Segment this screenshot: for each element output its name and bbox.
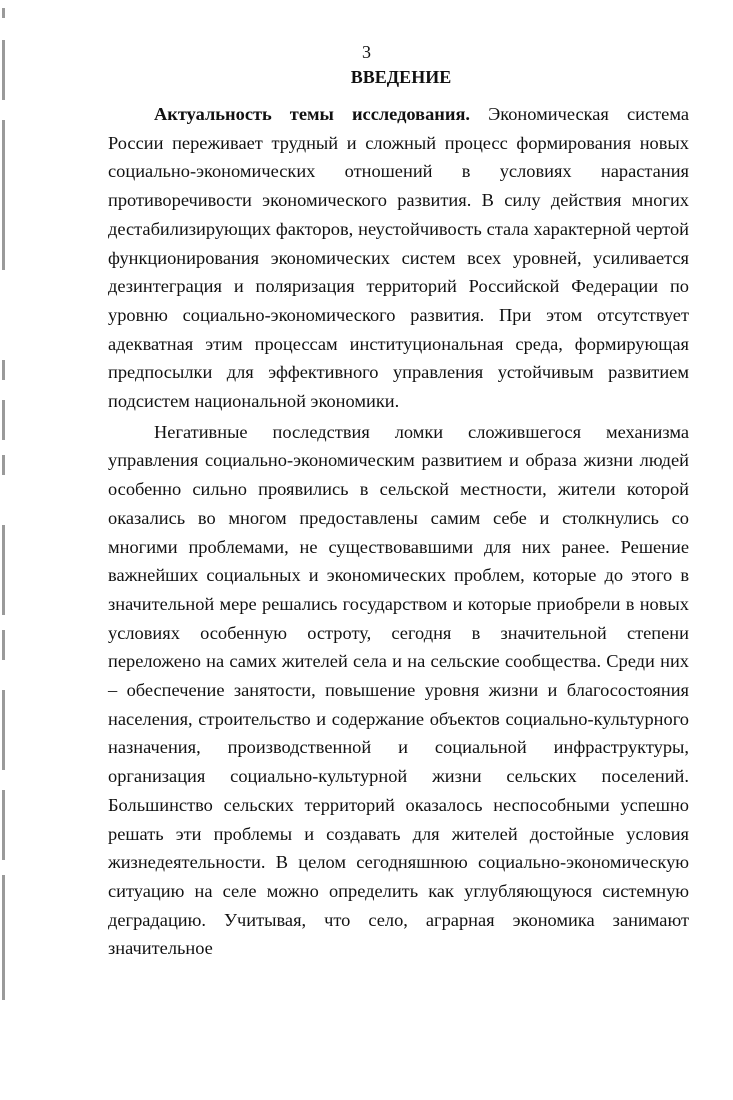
page-title: ВВЕДЕНИЕ: [350, 67, 452, 87]
paragraph-lead: Актуальность темы исследования.: [154, 104, 471, 124]
paragraph: [108, 418, 689, 963]
paragraph-text: Негативные последствия ломки сложившегося механизма управления социально-экономическим развитием и образа жизни людей особенно сильно проявились в сельской местности, жители которой оказались во многом предоставлены самим себе и столкнулись со многими проблемами, не существовавшими для них ранее. Решение важнейших социальных и экономических проблем, которые до этого в значительной мере решались государством и которые приобрели в новых условиях особенную остроту, сегодня в значительной степени переложено на самих жителей села и на сельские сообщества. Среди них – обеспечение занятости, повышение уровня жизни и благосостояния населения, строительство и содержание объектов социально-культурного назначения, производственной и социальной инфраструктуры, организация социально-культурной жизни сельских поселений. Большинство сельских территорий оказалось неспособными успешно решать эти проблемы и создавать для жителей достойные условия жизнедеятельности. В целом сегодняшнюю социально-экономическую ситуацию на селе можно определить как углубляющуюся системную деградацию. Учитывая, что село, аграрная экономика занимают значительное: [108, 421, 689, 959]
page-number: 3: [362, 42, 371, 62]
paragraph-text: Экономическая система России переживает трудный и сложный процесс формирования новых социально-экономических отношений в условиях нарастания противоречивости экономического развития. В силу действия многих дестабилизирующих факторов, неустойчивость стала характерной чертой функционирования экономических систем всех уровней, усиливается дезинтеграция и поляризация территорий Российской Федерации по уровню социально-экономического развития. При этом отсутствует адекватная этим процессам институциональная среда, формирующая предпосылки для эффективного управления устойчивым развитием подсистем национальной экономики.: [108, 104, 689, 412]
paragraph: [108, 100, 689, 416]
document-body: [108, 100, 689, 963]
scan-edge-marks: [2, 0, 12, 1100]
